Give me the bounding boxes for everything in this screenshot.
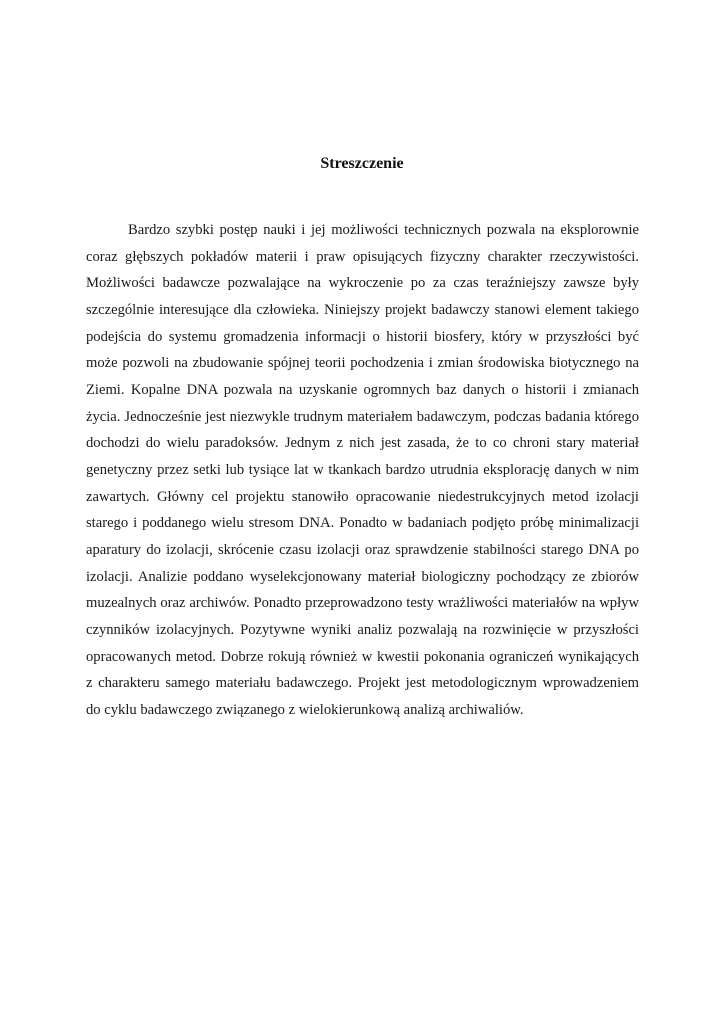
page-title: Streszczenie [320,155,404,172]
abstract-paragraph: Bardzo szybki postęp nauki i jej możliwości technicznych pozwala na eksplorownie coraz głębszych pokładów materii i praw opisujących fizyczny charakter rzeczywistości. Możliwości badawcze pozwalające na wykroczenie po za czas teraźniejszy zawsze były szczególnie interesujące dla człowieka. Niniejszy projekt badawczy stanowi element takiego podejścia do systemu gromadzenia informacji o historii biosfery, który w przyszłości być może pozwoli na zbudowanie spójnej teorii pochodzenia i zmian środowiska biotycznego na Ziemi. Kopalne DNA pozwala na uzyskanie ogromnych baz danych o historii i zmianach życia. Jednocześnie jest niezwykle trudnym materiałem badawczym, podczas badania którego dochodzi do wielu paradoksów. Jednym z nich jest zasada, że to co chroni stary materiał genetyczny przez setki lub tysiące lat w tkankach bardzo utrudnia eksplorację danych w nim zawartych. Główny cel projektu stanowiło opracowanie niedestrukcyjnych metod izolacji starego i poddanego wielu stresom DNA. Ponadto w badaniach podjęto próbę minimalizacji aparatury do izolacji, skrócenie czasu izolacji oraz sprawdzenie stabilności starego DNA po izolacji. Analizie poddano wyselekcjonowany materiał biologiczny pochodzący ze zbiorów muzealnych oraz archiwów. Ponadto przeprowadzono testy wrażliwości materiałów na wpływ czynników izolacyjnych. Pozytywne wyniki analiz pozwalają na rozwinięcie w przyszłości opracowanych metod. Dobrze rokują również w kwestii pokonania ograniczeń wynikających z charakteru samego materiału badawczego. Projekt jest metodologicznym wprowadzeniem do cyklu badawczego związanego z wielokierunkową analizą archiwaliów. [86,222,639,718]
